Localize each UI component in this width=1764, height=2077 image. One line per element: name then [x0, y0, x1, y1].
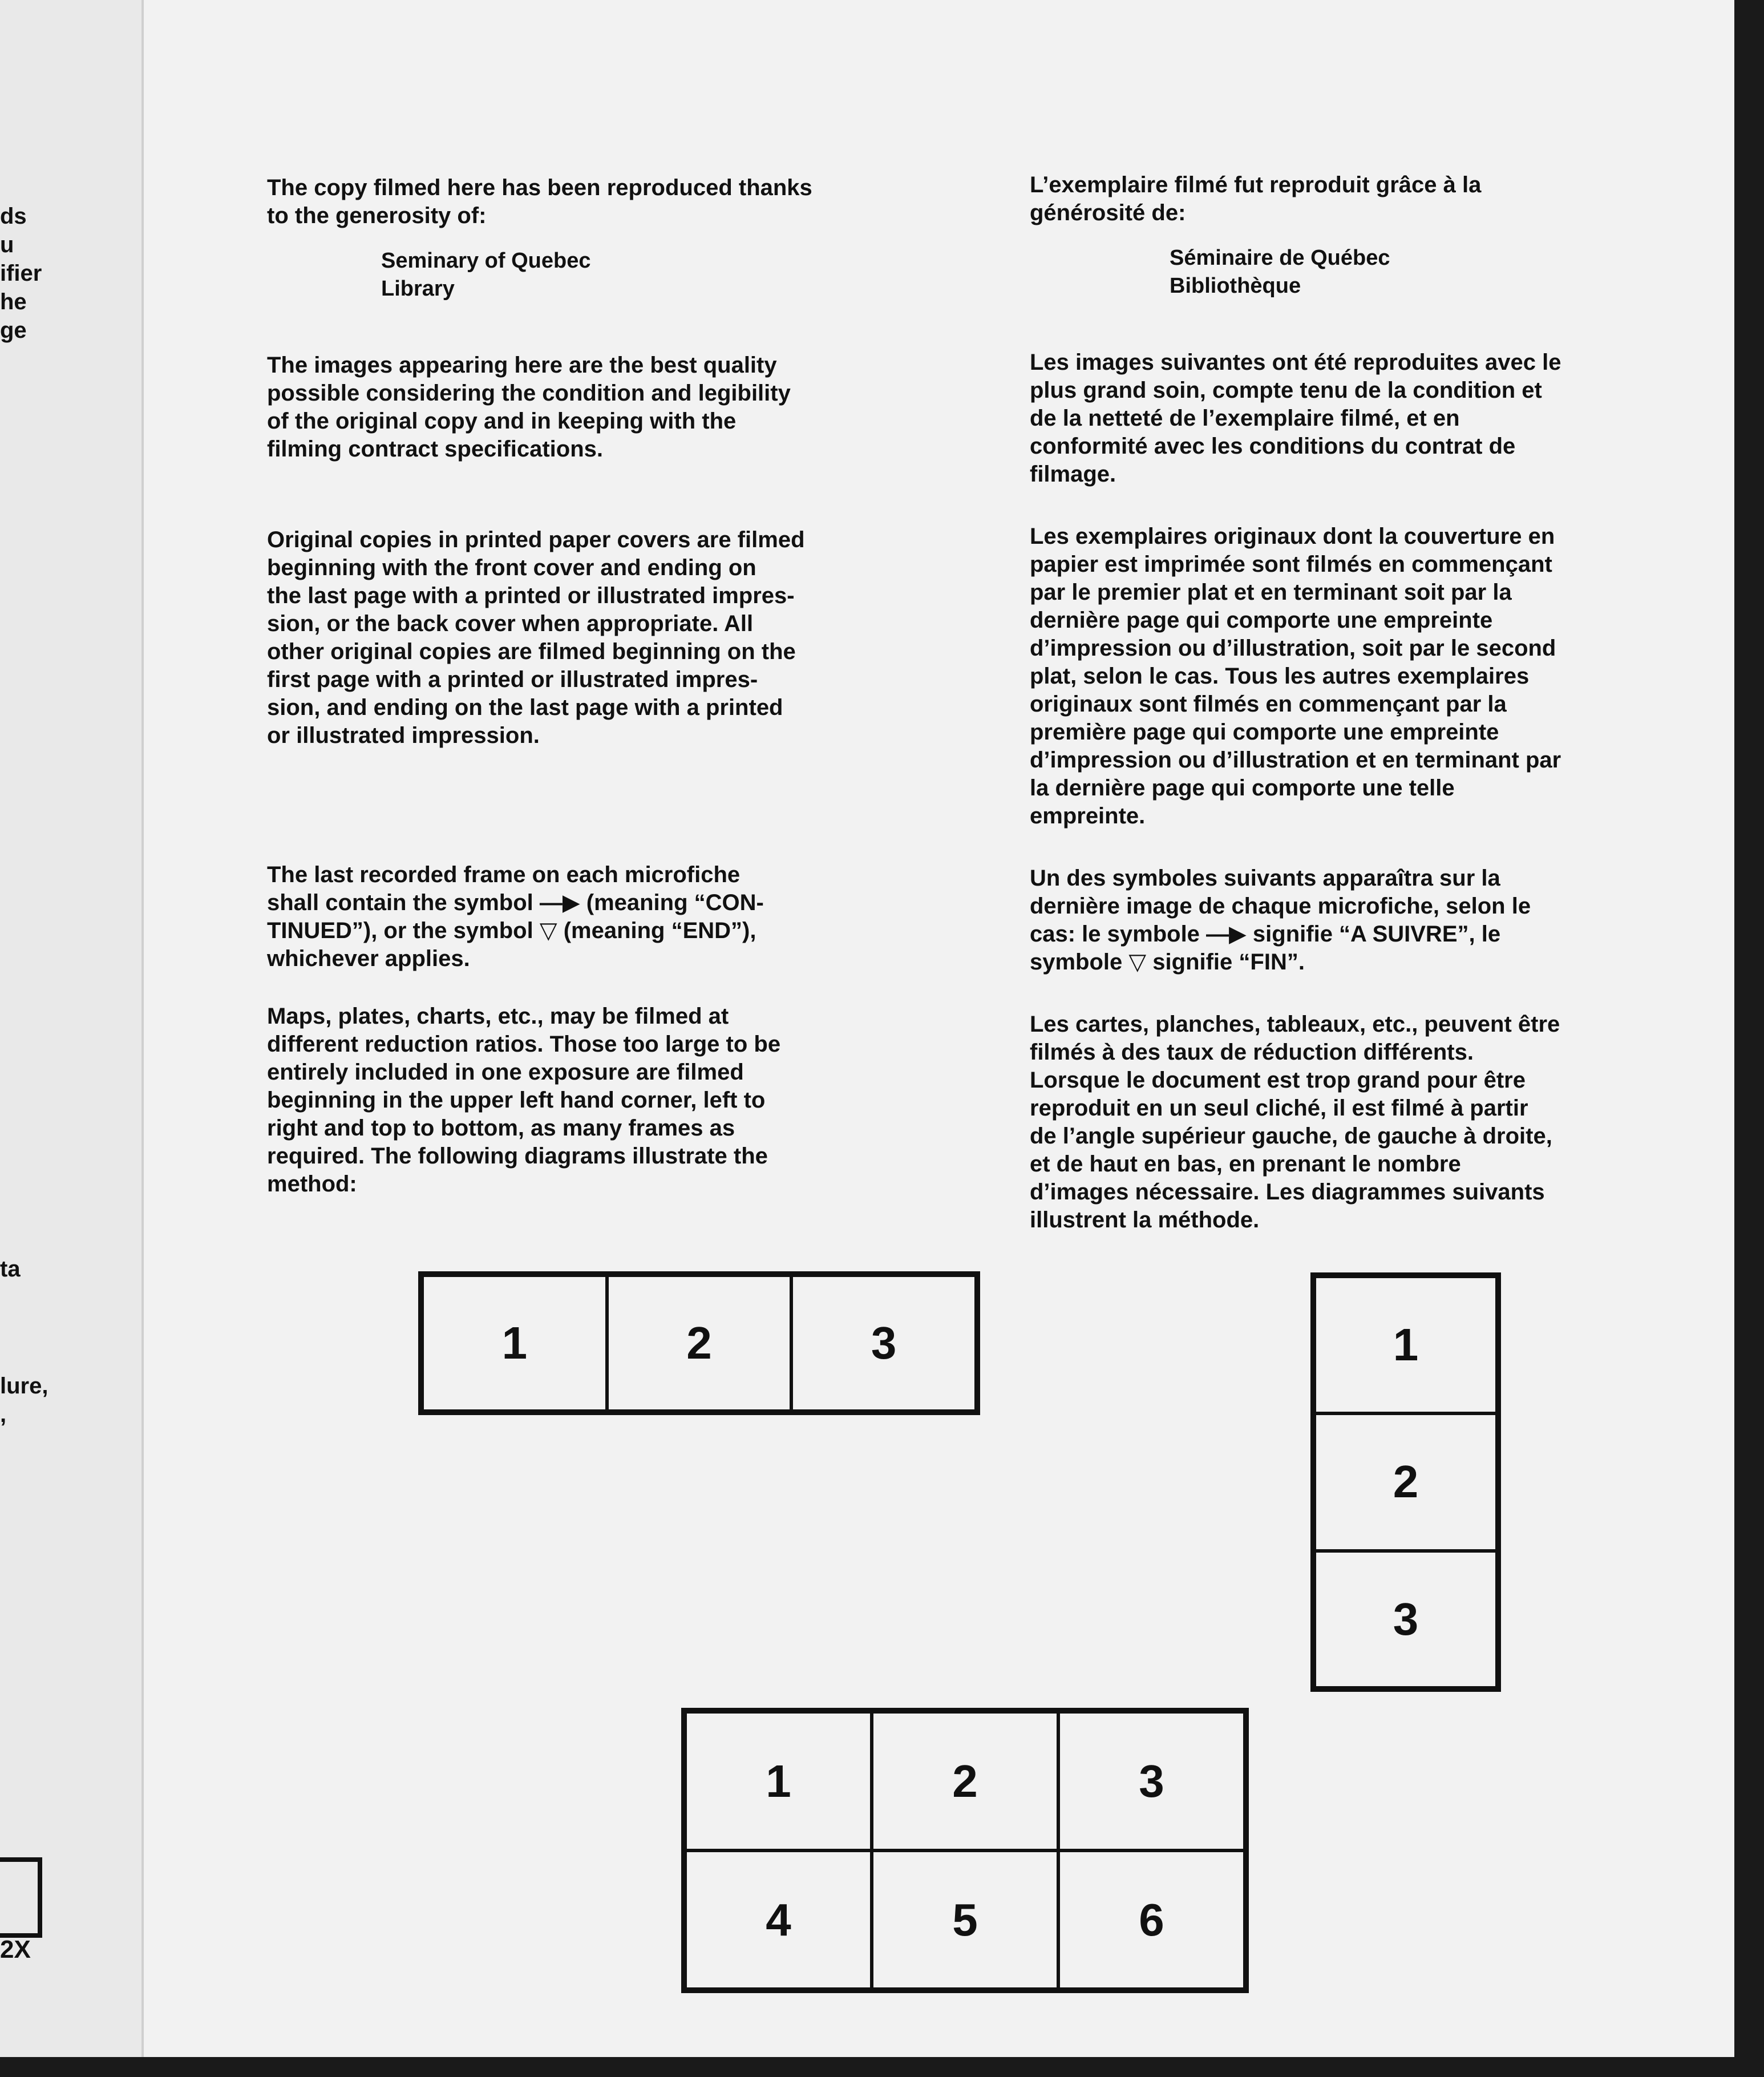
- previous-page-strip: [0, 0, 144, 2057]
- frame-cell: 2: [1314, 1413, 1497, 1550]
- frame-cell: 3: [1058, 1712, 1245, 1850]
- frame-cell: 4: [685, 1850, 872, 1989]
- fragment-box: [0, 1857, 42, 1938]
- en-p2: The images appearing here are the best quality possible considering the condition and legibility of the original copy and in keeping with the filming contract specifications.: [267, 353, 791, 462]
- frame-cell: 6: [1058, 1850, 1245, 1989]
- frame-cell: 5: [872, 1850, 1058, 1989]
- fragment-text: ,: [0, 1402, 7, 1427]
- frame-cell: 1: [422, 1275, 607, 1411]
- fragment-text: ds: [0, 204, 27, 229]
- fragment-text: lure,: [0, 1373, 48, 1399]
- frame-cell: 1: [685, 1712, 872, 1850]
- diagram-grid: [681, 1708, 1249, 1993]
- fragment-text: u: [0, 232, 14, 257]
- fr-p4: Un des symboles suivants apparaîtra sur la dernière image de chaque microfiche, selon le cas: le symbole —▶ signifie “A SUIVRE”, le symbole ▽ signifie “FIN”.: [1030, 866, 1531, 975]
- en-institution: Seminary of Quebec Library: [381, 249, 591, 301]
- fr-institution: Séminaire de Québec Bibliothèque: [1170, 246, 1390, 298]
- en-p5: Maps, plates, charts, etc., may be filmed at different reduction ratios. Those too large to be entirely included in one exposure are filmed beginning in the upper left hand corner, left to right and top to bottom, as many frames as required. The following diagrams illustrate the method:: [267, 1004, 781, 1197]
- diagram-horizontal: [418, 1271, 980, 1415]
- fr-p1: L’exemplaire filmé fut reproduit grâce à la générosité de:: [1030, 172, 1482, 225]
- fr-p2: Les images suivantes ont été reproduites avec le plus grand soin, compte tenu de la condition et de la netteté de l’exemplaire filmé, et en conformité avec les conditions du contrat de filmage.: [1030, 350, 1561, 487]
- fragment-box-label: 2X: [0, 1935, 31, 1963]
- french-column: [1030, 171, 1714, 1234]
- frame-cell: 2: [607, 1275, 792, 1411]
- diagram-vertical: [1310, 1272, 1501, 1692]
- en-p4: The last recorded frame on each microfiche shall contain the symbol —▶ (meaning “CON- TINUED”), or the symbol ▽ (meaning “END”), whichever applies.: [267, 862, 764, 971]
- frame-cell: 3: [1314, 1551, 1497, 1688]
- fragment-text: ge: [0, 318, 27, 343]
- fr-p3: Les exemplaires originaux dont la couverture en papier est imprimée sont filmés en commençant par le premier plat et en terminant soit par la dernière page qui comporte une empreinte d’impression ou d’illustration, soit par le second plat, selon le cas. Tous les autres exemplaires originaux sont filmés en commençant par la première page qui comporte une empreinte d’impression ou d’illustration et en terminant par la dernière page qui comporte une telle empreinte.: [1030, 524, 1561, 829]
- fr-p5: Les cartes, planches, tableaux, etc., peuvent être filmés à des taux de réduction différents. Lorsque le document est trop grand pour être reproduit en un seul cliché, il est filmé à partir de l’angle supérieur gauche, de gauche à droite, et de haut en bas, en prenant le nombre d’images nécessaire. Les diagrammes suivants illustrent la méthode.: [1030, 1012, 1560, 1233]
- english-column: [267, 174, 940, 1198]
- fragment-text: ifier: [0, 261, 42, 286]
- frame-cell: 2: [872, 1712, 1058, 1850]
- en-p3: Original copies in printed paper covers are filmed beginning with the front cover and ending on the last page with a printed or illustrated impres- sion, or the back cover when appropriate. All other original copies are filmed beginning on the first page with a printed or illustrated impres- sion, and ending on the last page with a printed or illustrated impression.: [267, 527, 805, 748]
- frame-cell: 1: [1314, 1276, 1497, 1413]
- en-p1: The copy filmed here has been reproduced thanks to the generosity of:: [267, 175, 812, 228]
- fragment-text: ta: [0, 1256, 21, 1282]
- fragment-text: he: [0, 289, 27, 314]
- frame-cell: 3: [791, 1275, 976, 1411]
